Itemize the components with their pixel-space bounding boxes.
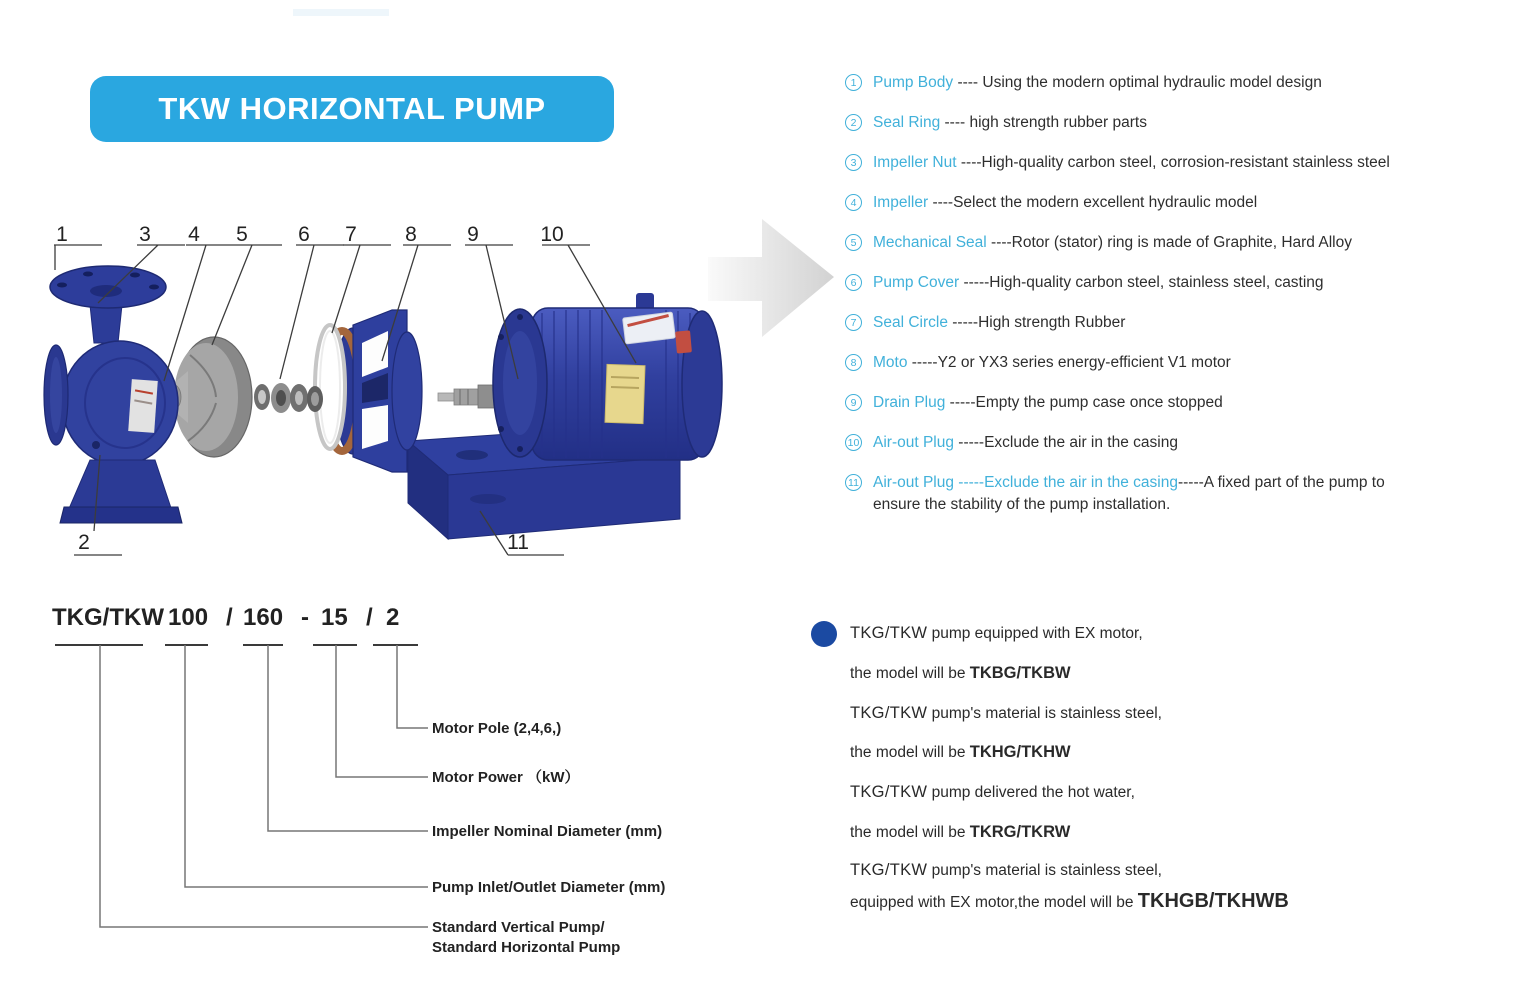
list-item: [845, 72, 1505, 94]
series-code: TKG/TKW: [850, 704, 928, 722]
part-name: Pump Body: [873, 74, 954, 91]
variant-text: equipped with EX motor,the model will be: [850, 894, 1138, 911]
label-impeller-diameter: Impeller Nominal Diameter (mm): [432, 823, 663, 840]
list-item: [845, 152, 1505, 174]
part-name: Drain Plug: [873, 394, 946, 411]
variant-text: the model will be: [850, 824, 970, 841]
model-token-dash: -: [301, 604, 309, 631]
variant-text: pump's material is stainless steel,: [927, 862, 1162, 879]
variant-line: [850, 664, 1071, 683]
model-code-breakdown: [40, 600, 740, 995]
list-item: [845, 352, 1505, 374]
part-description: ----Rotor (stator) ring is made of Graphite, Hard Alloy: [986, 234, 1352, 251]
variant-line: [850, 743, 1071, 762]
model-code-lines: [40, 600, 740, 995]
circled-number: 4: [845, 194, 862, 211]
list-item: [845, 272, 1505, 294]
circled-number: 10: [845, 434, 862, 451]
variant-text: pump's material is stainless steel,: [927, 705, 1162, 722]
circled-number: 11: [845, 474, 862, 491]
series-code: TKG/TKW: [850, 624, 928, 642]
circled-number: 1: [845, 74, 862, 91]
model-variants: [810, 618, 1430, 948]
part-name: Impeller: [873, 194, 929, 211]
model-code: TKRG/TKRW: [969, 823, 1071, 841]
circled-number: 3: [845, 154, 862, 171]
variant-text: pump delivered the hot water,: [927, 784, 1135, 801]
series-code: TKG/TKW: [850, 783, 928, 801]
list-item: [845, 432, 1505, 454]
circled-number: 9: [845, 394, 862, 411]
variant-line: [850, 704, 1162, 723]
part-description: -----Empty the pump case once stopped: [945, 394, 1223, 411]
circled-number: 6: [845, 274, 862, 291]
circled-number: 8: [845, 354, 862, 371]
list-item: [845, 112, 1505, 134]
right-arrow-icon: [708, 219, 834, 337]
parts-list: [845, 72, 1505, 534]
variant-line: [850, 823, 1070, 842]
part-description: -----A fixed part of the pump to: [1177, 474, 1385, 491]
mechanical-seal-illustration: [244, 383, 323, 413]
model-token-slash: /: [226, 604, 233, 631]
motor-illustration: [532, 293, 722, 460]
seal-circle-illustration: [315, 325, 345, 449]
model-token-diameter: 160: [243, 604, 284, 631]
part-description: ----Select the modern excellent hydraulic model: [928, 194, 1258, 211]
label-inlet-outlet: Pump Inlet/Outlet Diameter (mm): [432, 879, 666, 896]
part-name: Moto: [873, 354, 908, 371]
part-description-line2: ensure the stability of the pump installation.: [873, 496, 1171, 513]
circled-number: 2: [845, 114, 862, 131]
model-token-power: 15: [321, 604, 348, 631]
model-code: TKHG/TKHW: [969, 743, 1071, 761]
callout-10: 10: [540, 223, 564, 246]
callout-3: 3: [139, 223, 151, 246]
pump-casing-illustration: [44, 266, 182, 523]
part-description-highlight: -----Exclude the air in the casing: [953, 474, 1178, 491]
top-accent-bar: [293, 9, 389, 16]
model-code: TKBG/TKBW: [969, 664, 1071, 682]
exploded-pump-diagram: [40, 215, 840, 565]
circled-number: 7: [845, 314, 862, 331]
callout-8: 8: [405, 223, 417, 246]
variant-text: pump equipped with EX motor,: [927, 625, 1143, 642]
label-motor-pole: Motor Pole (2,4,6,): [432, 720, 562, 737]
part-name: Seal Circle: [873, 314, 948, 331]
part-name: Seal Ring: [873, 114, 941, 131]
label-pump-type: [432, 918, 620, 958]
variant-text: the model will be: [850, 744, 970, 761]
circled-number: 5: [845, 234, 862, 251]
page-title: TKW HORIZONTAL PUMP: [158, 91, 546, 126]
variant-line: [850, 861, 1162, 880]
callout-9: 9: [467, 223, 479, 246]
part-name: Mechanical Seal: [873, 234, 987, 251]
part-name: Air-out Plug: [873, 474, 954, 491]
callout-1: 1: [56, 223, 68, 246]
model-token-pole: 2: [386, 604, 400, 631]
part-description: -----Exclude the air in the casing: [953, 434, 1178, 451]
variant-line: [850, 890, 1289, 913]
list-item: [845, 392, 1505, 414]
callout-5: 5: [236, 223, 248, 246]
variant-line: [850, 783, 1135, 802]
callout-2: 2: [78, 531, 90, 554]
variant-line: [850, 624, 1143, 643]
callout-4: 4: [188, 223, 200, 246]
model-token-inlet: 100: [168, 604, 209, 631]
part-description: ---- Using the modern optimal hydraulic model design: [953, 74, 1322, 91]
callout-6: 6: [298, 223, 310, 246]
part-description: -----High strength Rubber: [947, 314, 1126, 331]
variant-text: the model will be: [850, 665, 970, 682]
model-token-slash2: /: [366, 604, 373, 631]
part-description: -----Y2 or YX3 series energy-efficient V1 motor: [907, 354, 1231, 371]
bullet-icon: [811, 621, 837, 647]
label-motor-power: Motor Power （kW）: [432, 769, 580, 786]
part-name: Pump Cover: [873, 274, 960, 291]
list-item: [845, 312, 1505, 334]
part-description: ---- high strength rubber parts: [940, 114, 1147, 131]
list-item: [845, 192, 1505, 214]
callout-7: 7: [345, 223, 357, 246]
part-description: -----High-quality carbon steel, stainless steel, casting: [959, 274, 1324, 291]
list-item: [845, 232, 1505, 254]
part-name: Air-out Plug: [873, 434, 954, 451]
title-banner: [90, 76, 614, 142]
model-token-series: TKG/TKW: [52, 604, 164, 631]
series-code: TKG/TKW: [850, 861, 928, 879]
list-item: [845, 472, 1513, 516]
part-description: ----High-quality carbon steel, corrosion-resistant stainless steel: [956, 154, 1390, 171]
part-name: Impeller Nut: [873, 154, 957, 171]
model-code: TKHGB/TKHWB: [1137, 890, 1289, 912]
callout-11: 11: [507, 531, 529, 554]
label-pump-type-line1: Standard Vertical Pump/: [432, 919, 605, 936]
label-pump-type-line2: Standard Horizontal Pump: [432, 939, 621, 956]
